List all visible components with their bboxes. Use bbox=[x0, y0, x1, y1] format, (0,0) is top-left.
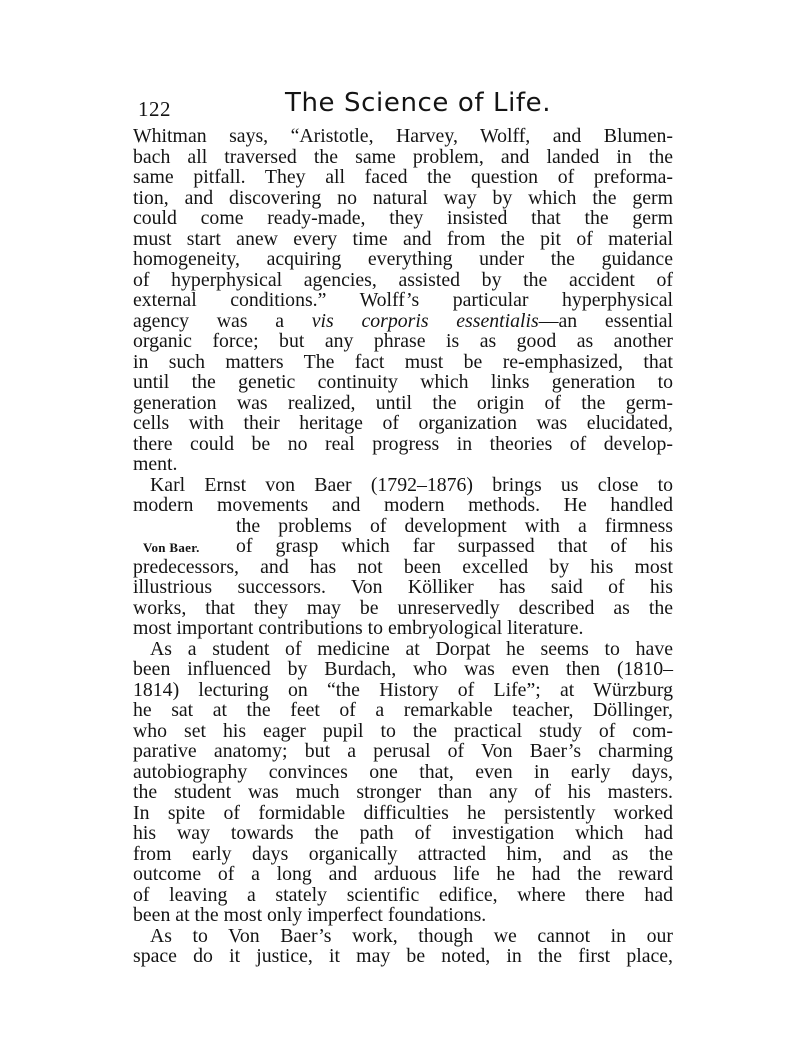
text-segment: agency was a bbox=[133, 309, 312, 332]
text-line: could come ready-made, they insisted that the germ bbox=[133, 207, 673, 229]
text-line: outcome of a long and arduous life he had the reward bbox=[133, 863, 673, 885]
page-number: 122 bbox=[138, 97, 171, 121]
text-line: In spite of formidable difficulties he persistently worked bbox=[133, 801, 673, 824]
paragraph-start: As a student of medicine at Dorpat he seems to have bbox=[150, 637, 673, 660]
text-line: space do it justice, it may be noted, in the first place, bbox=[133, 945, 673, 967]
text-line: tion, and discovering no natural way by which the germ bbox=[133, 186, 673, 209]
text-line: cells with their heritage of organization was elucidated, bbox=[133, 412, 673, 434]
text-line: generation was realized, until the origin of the germ- bbox=[133, 391, 673, 414]
text-line: Whitman says, “Aristotle, Harvey, Wolff, and Blumen- bbox=[133, 125, 673, 147]
text-line: of leaving a stately scientific edifice, where there had bbox=[133, 883, 673, 906]
text-line: he sat at the feet of a remarkable teacher, Döllinger, bbox=[133, 699, 673, 721]
text-line: modern movements and modern methods. He handled bbox=[133, 494, 673, 516]
text-segment: —an essential bbox=[538, 309, 674, 332]
text-line: the student was much stronger than any of his masters. bbox=[133, 781, 673, 803]
text-line: works, that they may be unreservedly described as the bbox=[133, 596, 673, 619]
margin-note: Von Baer. bbox=[143, 540, 200, 555]
text-line: of hyperphysical agencies, assisted by the accident of bbox=[133, 268, 673, 291]
latin-phrase: vis corporis essentialis bbox=[311, 309, 539, 332]
text-line: of grasp which far surpassed that of his bbox=[236, 535, 673, 557]
text-line: from early days organically attracted him, and as the bbox=[133, 842, 673, 865]
text-line: until the genetic continuity which links generation to bbox=[133, 371, 673, 393]
paragraph-start: Karl Ernst von Baer (1792–1876) brings us close to bbox=[150, 473, 673, 496]
text-line: autobiography convinces one that, even in early days, bbox=[133, 760, 673, 783]
text-line: who set his eager pupil to the practical study of com- bbox=[133, 719, 673, 742]
text-line: been at the most only imperfect foundations. bbox=[133, 904, 487, 926]
text-line: organic force; but any phrase is as good as another bbox=[133, 330, 673, 352]
paragraph-start: As to Von Baer’s work, though we cannot in our bbox=[150, 924, 673, 947]
body-text bbox=[133, 126, 673, 967]
text-line: illustrious successors. Von Kölliker has said of his bbox=[133, 576, 673, 598]
text-line: 1814) lecturing on “the History of Life”; at Würzburg bbox=[133, 678, 673, 701]
text-line: bach all traversed the same problem, and landed in the bbox=[133, 145, 673, 168]
text-line: same pitfall. They all faced the question of preforma- bbox=[133, 166, 673, 188]
text-line: must start anew every time and from the pit of material bbox=[133, 227, 673, 250]
text-line bbox=[133, 311, 673, 332]
text-line: his way towards the path of investigation which had bbox=[133, 822, 673, 844]
text-line: predecessors, and has not been excelled by his most bbox=[133, 555, 673, 578]
text-line: the problems of development with a firmness bbox=[236, 514, 673, 537]
running-title: The Science of Life. bbox=[285, 88, 552, 118]
text-line: external conditions.” Wolff’s particular hyperphysical bbox=[133, 289, 673, 311]
text-line: most important contributions to embryological literature. bbox=[133, 617, 584, 639]
text-line: been influenced by Burdach, who was even then (1810– bbox=[133, 658, 673, 680]
text-line: homogeneity, acquiring everything under the guidance bbox=[133, 248, 673, 270]
text-line: ment. bbox=[133, 453, 178, 475]
text-line: there could be no real progress in theories of develop- bbox=[133, 432, 673, 455]
text-line: in such matters The fact must be re-emphasized, that bbox=[133, 350, 673, 373]
text-line: parative anatomy; but a perusal of Von Baer’s charming bbox=[133, 740, 673, 762]
